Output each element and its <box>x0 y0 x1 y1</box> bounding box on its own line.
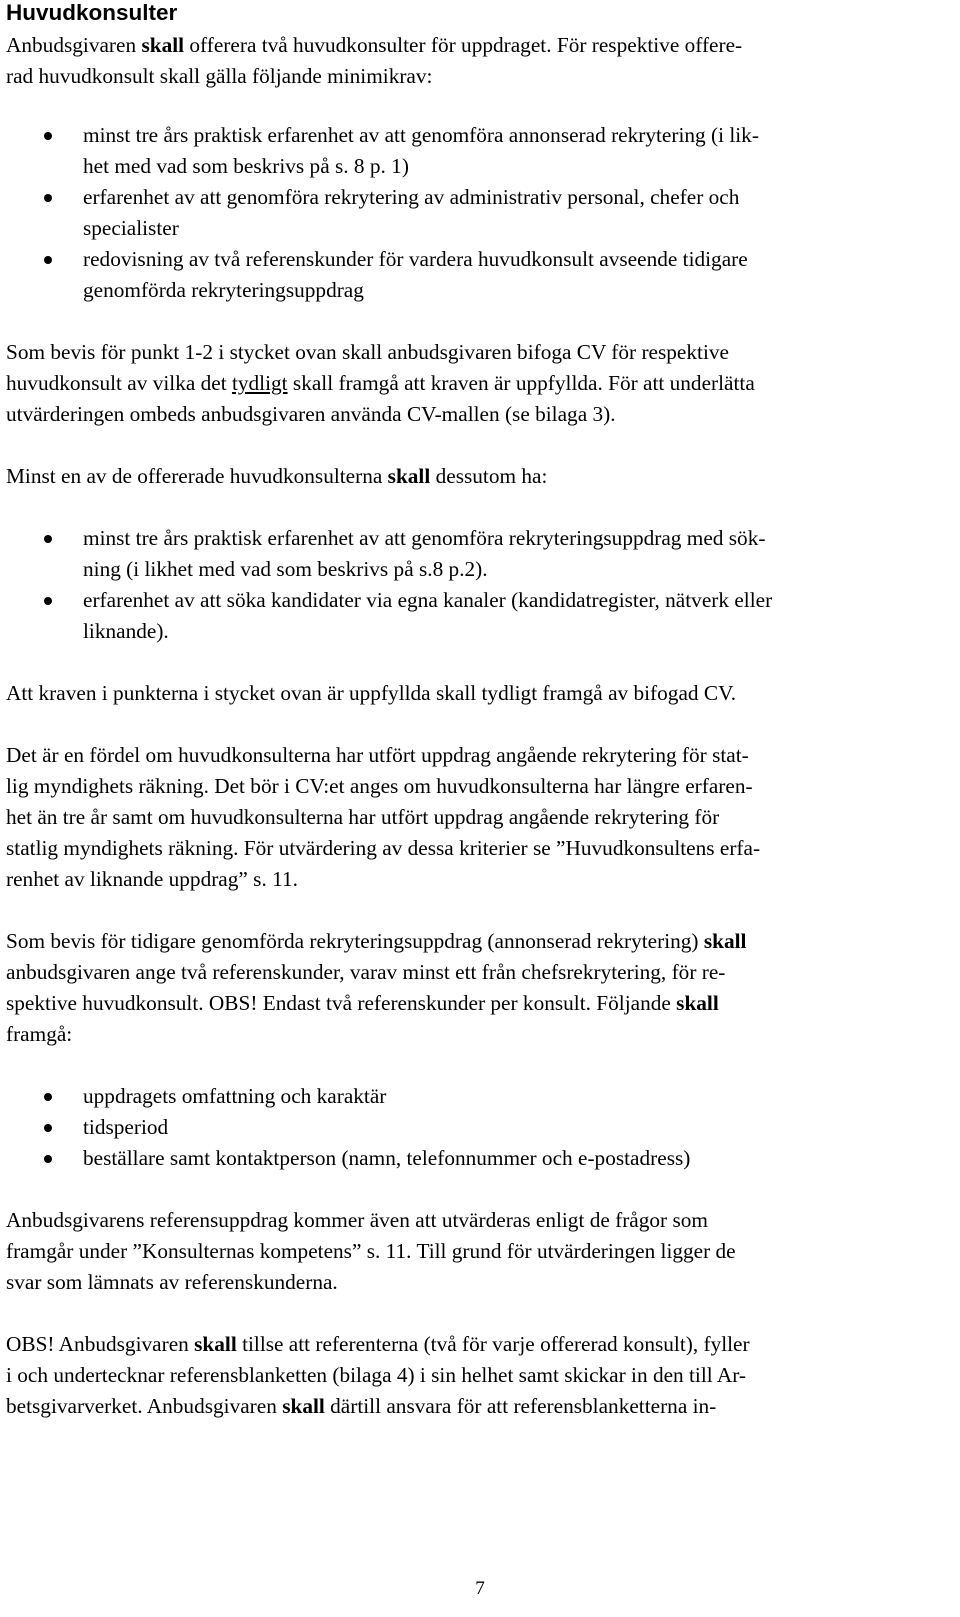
bullet-icon <box>44 194 52 202</box>
list-item: minst tre års praktisk erfarenhet av att genomföra rekryteringsuppdrag med sök- ning (i likhet med vad som beskrivs på s.8 p.2). <box>6 523 951 585</box>
evidence-paragraph: Som bevis för punkt 1-2 i stycket ovan skall anbudsgivaren bifoga CV för respektive huvudkonsult av vilka det tydligt skall framgå att kraven är uppfyllda. För att underlätta utvärderingen ombeds anbudsgivaren använda CV-mallen (se bilaga 3). <box>6 340 755 426</box>
spacer <box>6 1174 951 1205</box>
spacer <box>6 492 951 523</box>
list-item: beställare samt kontaktperson (namn, telefonnummer och e-postadress) <box>6 1143 951 1174</box>
section-heading: Huvudkonsulter <box>6 0 178 25</box>
list-item: minst tre års praktisk erfarenhet av att genomföra annonserad rekrytering (i lik- het med vad som beskrivs på s. 8 p. 1) <box>6 120 951 182</box>
intro-paragraph <box>6 30 951 92</box>
obs-paragraph: OBS! Anbudsgivaren skall tillse att referenterna (två för varje offererad konsult), fyller i och undertecknar referensblanketten (bilaga 4) i sin helhet samt skickar in den till Ar- betsgivarverket. Anbudsgivaren skall därtill ansvara för att referensblanketterna in- <box>6 1332 750 1418</box>
spacer <box>6 1298 951 1329</box>
list-item: uppdragets omfattning och karaktär <box>6 1081 951 1112</box>
advantage-paragraph: Det är en fördel om huvudkonsulterna har utfört uppdrag angående rekrytering för stat- lig myndighets räkning. Det bör i CV:et anges om huvudkonsulterna har längre erfaren- het än tre år samt om huvudkonsulterna har utfört uppdrag angående rekrytering för statlig myndighets räkning. För utvärdering av dessa kriterier se ”Huvudkonsultens erfa- renhet av liknande uppdrag” s. 11. <box>6 743 761 891</box>
spacer <box>6 709 951 740</box>
list-item: tidsperiod <box>6 1112 951 1143</box>
bullet-icon <box>44 132 52 140</box>
intro-bold: skall <box>141 33 185 57</box>
intro-text-cont: offerera två huvudkonsulter för uppdraget. För respektive offere- <box>184 33 743 57</box>
bullet-icon <box>44 597 52 605</box>
list-item: redovisning av två referenskunder för vardera huvudkonsult avseende tidigare genomförda rekryteringsuppdrag <box>6 244 951 306</box>
page-number: 7 <box>475 1578 485 1599</box>
minimum-requirements-list <box>6 120 951 306</box>
list-item: erfarenhet av att söka kandidater via egna kanaler (kandidatregister, nätverk eller liknande). <box>6 585 951 647</box>
underlined-text: tydligt <box>231 371 288 395</box>
list-item: erfarenhet av att genomföra rekrytering av administrativ personal, chefer och specialister <box>6 182 951 244</box>
bullet-icon <box>44 1124 52 1132</box>
spacer <box>6 92 951 123</box>
spacer <box>6 895 951 926</box>
references-paragraph: Som bevis för tidigare genomförda rekryteringsuppdrag (annonserad rekrytering) skall anbudsgivaren ange två referenskunder, varav minst ett från chefsrekrytering, för re- spektive huvudkonsult. OBS! Endast två referenskunder per konsult. Följande skall framgå: <box>6 929 747 1046</box>
spacer <box>6 647 951 678</box>
bullet-icon <box>44 1093 52 1101</box>
additional-requirements-intro: Minst en av de offererade huvudkonsulterna skall dessutom ha: <box>6 464 548 488</box>
intro-text: Anbudsgivaren <box>6 33 142 57</box>
cv-statement: Att kraven i punkterna i stycket ovan är uppfyllda skall tydligt framgå av bifogad CV. <box>6 681 737 705</box>
spacer <box>6 306 951 337</box>
bullet-icon <box>44 1155 52 1163</box>
spacer <box>6 1050 951 1081</box>
evaluation-paragraph: Anbudsgivarens referensuppdrag kommer även att utvärderas enligt de frågor som framgår under ”Konsulternas kompetens” s. 11. Till grund för utvärderingen ligger de svar som lämnats av referenskunderna. <box>6 1208 736 1294</box>
intro-line-2: rad huvudkonsult skall gälla följande minimikrav: <box>6 64 433 88</box>
bullet-icon <box>44 535 52 543</box>
additional-requirements-list <box>6 523 951 647</box>
reference-items-list <box>6 1081 951 1174</box>
bullet-icon <box>44 256 52 264</box>
spacer <box>6 430 951 461</box>
